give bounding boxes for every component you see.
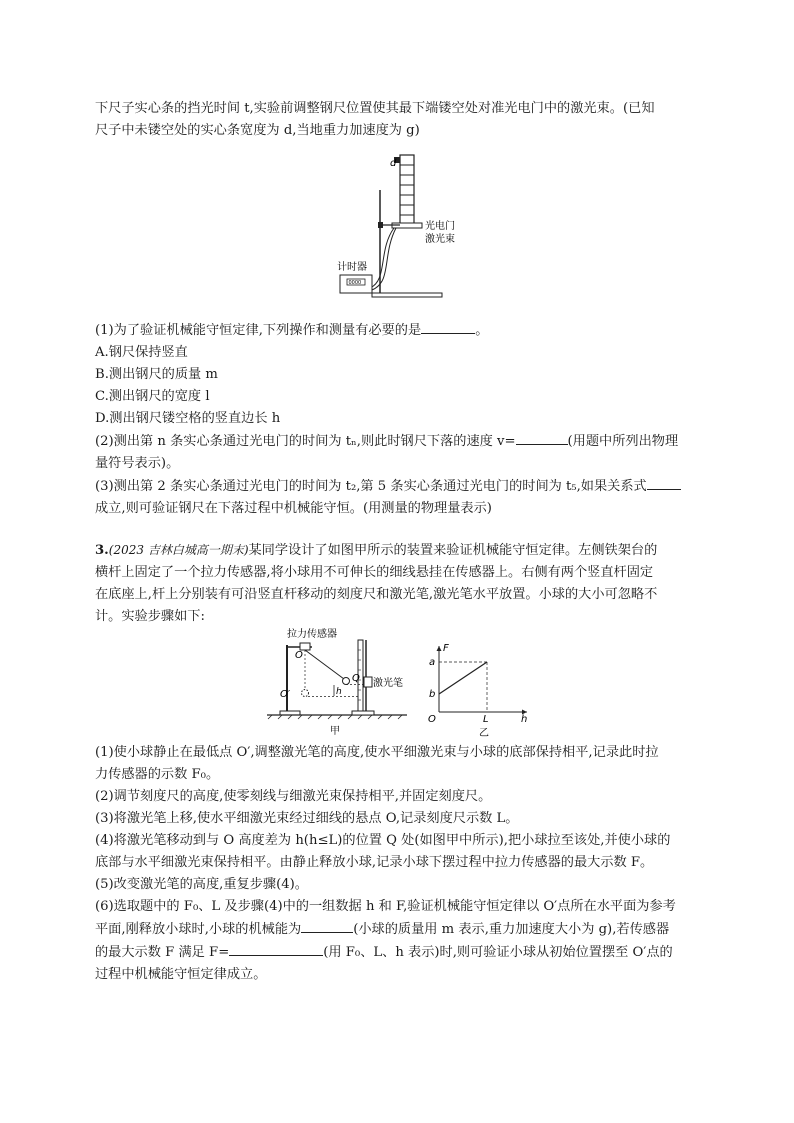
question-3-steps bbox=[95, 742, 700, 986]
step-6-cont-2 bbox=[95, 941, 700, 964]
q3-source: (2023 吉林白城高一期末) bbox=[108, 543, 249, 557]
pendulum-apparatus-figure bbox=[262, 625, 412, 740]
answer-blank-4[interactable] bbox=[301, 918, 353, 933]
label-Q: Q bbox=[352, 673, 360, 684]
ball-lowest-position bbox=[302, 690, 309, 697]
label-h-axis: h bbox=[521, 714, 528, 725]
intro-paragraph bbox=[95, 98, 700, 142]
step-6-formula-lead: 的最大示数 F 满足 F= bbox=[95, 945, 230, 960]
step-1: (1)使小球静止在最低点 O′,调整激光笔的高度,使水平细激光束与小球的底部保持相平,记录此时拉 bbox=[95, 745, 659, 760]
F-h-line bbox=[439, 662, 487, 694]
label-O-prime: O′ bbox=[280, 689, 291, 700]
ruler-photogate-figure bbox=[330, 150, 500, 300]
question-2 bbox=[95, 319, 700, 520]
ball bbox=[343, 678, 350, 685]
q2-part-2-cont: 量符号表示)。 bbox=[95, 456, 180, 471]
q2-part-1 bbox=[95, 319, 700, 342]
q3-number: 3. bbox=[95, 543, 109, 558]
step-6-cont-3: 过程中机械能守恒定律成立。 bbox=[95, 967, 267, 982]
q3-line-2: 横杆上固定了一个拉力传感器,将小球用不可伸长的细线悬挂在传感器上。右侧有两个竖直杆固定 bbox=[95, 565, 654, 580]
label-origin: O bbox=[428, 714, 436, 725]
force-height-graph bbox=[425, 640, 535, 740]
answer-blank-5[interactable] bbox=[229, 941, 323, 956]
force-sensor bbox=[300, 643, 310, 650]
intro-line-1: 下尺子实心条的挡光时间 t,实验前调整钢尺位置使其最下端镂空处对准光电门中的激光束。(已知 bbox=[95, 101, 655, 116]
caption-jia: 甲 bbox=[330, 726, 340, 737]
answer-blank-3[interactable] bbox=[647, 475, 681, 490]
q2-part-2-text: (2)测出第 n 条实心条通过光电门的时间为 tₙ,则此时钢尺下落的速度 v= bbox=[95, 434, 516, 449]
step-6-tail: (小球的质量用 m 表示,重力加速度大小为 g),若传感器 bbox=[353, 922, 670, 937]
q2-part-2 bbox=[95, 430, 700, 453]
intro-line-2: 尺子中未镂空处的实心条宽度为 d,当地重力加速度为 g) bbox=[95, 123, 420, 138]
label-a: a bbox=[429, 657, 436, 668]
label-force-sensor: 拉力传感器 bbox=[287, 629, 337, 640]
label-F: F bbox=[443, 643, 449, 654]
option-d: D.测出钢尺镂空格的竖直边长 h bbox=[95, 411, 281, 426]
label-laser-pen: 激光笔 bbox=[373, 678, 403, 689]
label-h: h bbox=[336, 687, 342, 697]
q2-part-3 bbox=[95, 475, 700, 498]
label-O: O bbox=[295, 650, 303, 661]
caption-yi: 乙 bbox=[479, 728, 489, 739]
laser-pen bbox=[364, 677, 372, 687]
label-laser-beam: 激光束 bbox=[425, 234, 455, 245]
q2-part-2-tail: (用题中所列出物理 bbox=[567, 434, 679, 449]
answer-blank-2[interactable] bbox=[516, 430, 568, 445]
q3-line-1-text: 某同学设计了如图甲所示的装置来验证机械能守恒定律。左侧铁架台的 bbox=[248, 543, 658, 558]
label-L: L bbox=[483, 714, 489, 725]
q3-line-1 bbox=[95, 539, 700, 562]
step-6-text: 平面,刚释放小球时,小球的机械能为 bbox=[95, 922, 302, 937]
option-c: C.测出钢尺的宽度 l bbox=[95, 389, 210, 404]
q2-part-3-text: (3)测出第 2 条实心条通过光电门的时间为 t₂,第 5 条实心条通过光电门的时间为 t₅,如果关系式 bbox=[95, 479, 647, 494]
step-1-cont: 力传感器的示数 F₀。 bbox=[95, 767, 220, 782]
steel-ruler bbox=[400, 155, 414, 227]
step-6-cont bbox=[95, 918, 700, 941]
step-4-cont: 底部与水平细激光束保持相平。由静止释放小球,记录小球下摆过程中拉力传感器的最大示数 F。 bbox=[95, 855, 654, 870]
step-4: (4)将激光笔移动到与 O 高度差为 h(h≤L)的位置 Q 处(如图甲中所示),把小球拉至该处,并使小球的 bbox=[95, 833, 671, 848]
label-timer: 计时器 bbox=[337, 262, 367, 273]
question-3 bbox=[95, 539, 700, 628]
label-photogate: 光电门 bbox=[425, 221, 455, 232]
stand-base bbox=[372, 293, 442, 297]
label-d: d bbox=[390, 158, 397, 169]
option-b: B.测出钢尺的质量 m bbox=[95, 367, 218, 382]
timer-display: 0000 bbox=[348, 280, 362, 287]
q2-part-1-end: 。 bbox=[475, 323, 489, 338]
step-5: (5)改变激光笔的高度,重复步骤(4)。 bbox=[95, 877, 308, 892]
q3-line-4: 计。实验步骤如下: bbox=[95, 609, 205, 624]
q3-line-3: 在底座上,杆上分别装有可沿竖直杆移动的刻度尺和激光笔,激光笔水平放置。小球的大小可忽略不 bbox=[95, 587, 658, 602]
step-6-formula-tail: (用 F₀、L、h 表示)时,则可验证小球从初始位置摆至 O′点的 bbox=[323, 945, 673, 960]
step-3: (3)将激光笔上移,使水平细激光束经过细线的悬点 O,记录刻度尺示数 L。 bbox=[95, 811, 519, 826]
q2-part-1-text: (1)为了验证机械能守恒定律,下列操作和测量有必要的是 bbox=[95, 323, 422, 338]
option-a: A.钢尺保持竖直 bbox=[95, 345, 188, 360]
label-b: b bbox=[429, 689, 436, 700]
step-2: (2)调节刻度尺的高度,使零刻线与细激光束保持相平,并固定刻度尺。 bbox=[95, 789, 492, 804]
q2-part-3-cont: 成立,则可验证钢尺在下落过程中机械能守恒。(用测量的物理量表示) bbox=[95, 501, 492, 516]
pendulum-string bbox=[305, 650, 344, 679]
answer-blank-1[interactable] bbox=[421, 319, 475, 334]
step-6: (6)选取题中的 F₀、L 及步骤(4)中的一组数据 h 和 F,验证机械能守恒定律以 O′点所在水平面为参考 bbox=[95, 899, 676, 914]
